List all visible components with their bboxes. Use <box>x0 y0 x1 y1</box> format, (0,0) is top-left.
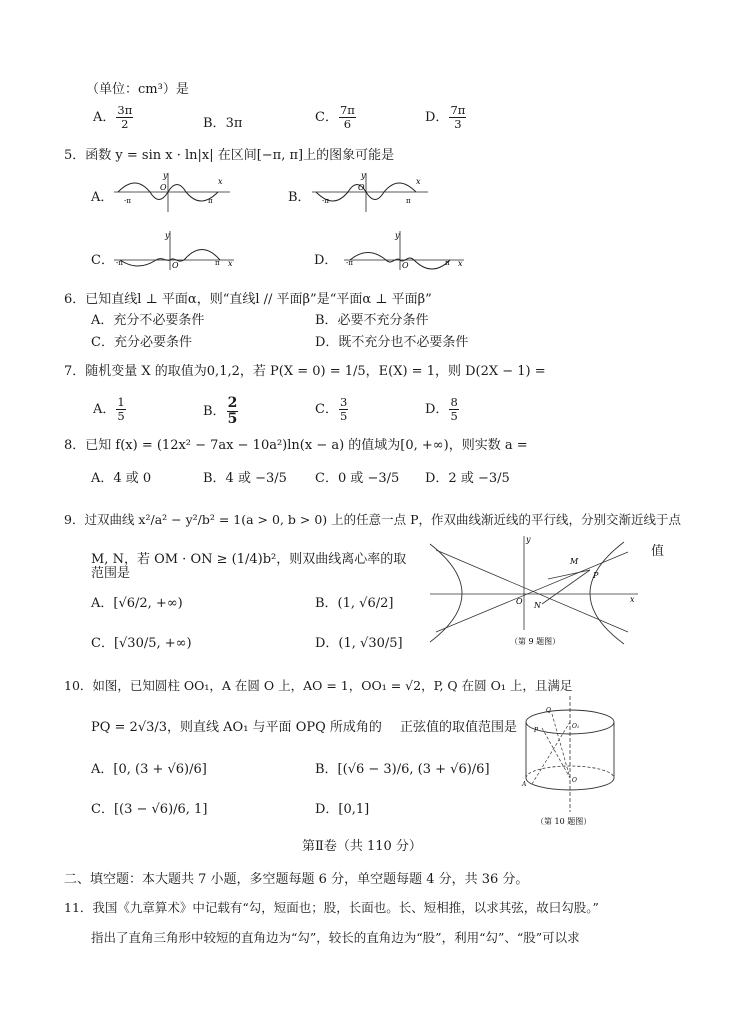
q9-stem-line2: M, N，若 OM · ON ≥ (1/4)b²，则双曲线离心率的取 <box>91 552 407 567</box>
svg-text:x: x <box>416 177 421 186</box>
q8-stem: 8．已知 f(x) = (12x² − 7ax − 10a²)ln(x − a) 的值域为[0, +∞)，则实数 a = <box>64 438 528 453</box>
svg-text:π: π <box>445 259 450 267</box>
y-axis-label: y <box>163 171 168 180</box>
q7-option-c: C． $\frac{3}{5}$ <box>315 395 348 423</box>
svg-text:y: y <box>361 171 366 180</box>
q9-option-a: A．[√6/2, +∞) <box>91 596 183 611</box>
q8-option-c: C．0 或 −3/5 <box>315 471 400 486</box>
q10-option-c: C．[(3 − √6)/6, 1] <box>91 802 208 817</box>
svg-text:Q: Q <box>546 707 551 714</box>
q8-option-b: B．4 或 −3/5 <box>203 471 287 486</box>
svg-text:N: N <box>534 601 541 610</box>
option-label: A． <box>93 110 116 125</box>
q5-graph-a-label: A． <box>91 190 114 205</box>
q8-option-d: D．2 或 −3/5 <box>425 471 510 486</box>
q5-stem: 5．函数 y = sin x · ln|x| 在区间[−π, π]上的图象可能是 <box>64 148 395 163</box>
svg-text:O: O <box>516 597 523 606</box>
q9-figure-caption: （第 9 题图） <box>510 637 561 646</box>
q7-option-b: B． $\frac{2}{5}$ <box>203 395 238 427</box>
q4-option-a <box>93 104 134 131</box>
svg-text:A: A <box>522 781 527 788</box>
q5-graph-b <box>308 170 432 214</box>
q9-option-b: B．(1, √6/2] <box>315 596 394 611</box>
svg-text:P: P <box>593 571 599 580</box>
q8-option-a: A．4 或 0 <box>91 471 152 486</box>
q6-stem: 6．已知直线l ⊥ 平面α，则“直线l // 平面β”是“平面α ⊥ 平面β” <box>64 292 432 307</box>
q9-option-d: D．(1, √30/5] <box>315 636 403 651</box>
q5-graph-b-label: B． <box>288 190 311 205</box>
svg-text:y: y <box>526 535 531 544</box>
q11-line2: 指出了直角三角形中较短的直角边为“勾”，较长的直角边为“股”，利用“勾”、“股”可以求 <box>91 930 580 945</box>
q5-graph-c-label: C． <box>91 253 114 268</box>
q4-unit-line: （单位：cm³）是 <box>86 82 189 97</box>
q10-stem-line2b: 正弦值的取值范围是 <box>400 720 518 735</box>
svg-text:-π: -π <box>116 259 123 267</box>
q11-line1: 11．我国《九章算术》中记载有“勾，短面也；股，长面也。长、短相推，以求其弦，故曰勾股。” <box>64 900 599 915</box>
svg-text:-π: -π <box>124 197 131 205</box>
section2-title: 第Ⅱ卷（共 110 分） <box>302 839 422 854</box>
q7-option-a: A． $\frac{1}{5}$ <box>93 395 125 423</box>
q6-option-c: C．充分必要条件 <box>91 335 192 350</box>
q10-stem-line2: PQ = 2√3/3，则直线 AO₁ 与平面 OPQ 所成角的 <box>91 720 382 735</box>
x-axis-label: x <box>218 177 223 186</box>
q10-option-a: A．[0, (3 + √6)/6] <box>91 762 207 777</box>
svg-text:π: π <box>406 197 411 205</box>
q7-stem: 7．随机变量 X 的取值为0,1,2，若 P(X = 0) = 1/5，E(X) = 1，则 D(2X − 1) = <box>64 364 546 379</box>
q5-graph-d-label: D． <box>314 253 338 268</box>
svg-text:π: π <box>215 259 220 267</box>
svg-text:y: y <box>165 231 170 240</box>
q10-stem-line1: 10．如图，已知圆柱 OO₁，A 在圆 O 上，AO = 1，OO₁ = √2，P, Q 在圆 O₁ 上，且满足 <box>64 678 573 693</box>
q10-figure-caption: （第 10 题图） <box>536 817 592 826</box>
q9-stem-tail: 值 <box>651 544 665 559</box>
q10-option-b: B．[(√6 − 3)/6, (3 + √6)/6] <box>315 762 490 777</box>
q6-option-a: A．充分不必要条件 <box>91 313 205 328</box>
svg-text:y: y <box>395 231 400 240</box>
q9-stem-line3: 范围是 <box>91 566 131 581</box>
svg-text:O₁: O₁ <box>572 723 580 730</box>
section2-instructions: 二、填空题：本大题共 7 小题，多空题每题 6 分，单空题每题 4 分，共 36 分。 <box>64 872 529 887</box>
svg-text:x: x <box>630 595 635 604</box>
q4-option-d: D． $\frac{7\pi}{3}$ <box>425 103 466 131</box>
q5-graph-a <box>110 170 234 214</box>
q4-option-b: B．3π <box>203 116 243 131</box>
svg-text:π: π <box>208 197 213 205</box>
svg-text:O: O <box>160 183 167 192</box>
fraction: $\frac{3\pi}{2}$ <box>117 103 133 131</box>
q5-graph-d <box>340 228 468 272</box>
q7-option-d: D． $\frac{8}{5}$ <box>425 395 458 423</box>
svg-text:x: x <box>228 259 233 268</box>
svg-text:-π: -π <box>322 197 329 205</box>
q9-stem-line1: 9．过双曲线 x²/a² − y²/b² = 1(a > 0, b > 0) 上的任意一点 P，作双曲线渐近线的平行线，分别交渐近线于点 <box>64 512 682 527</box>
q5-graph-c <box>110 228 238 272</box>
svg-text:M: M <box>570 557 579 566</box>
svg-text:x: x <box>458 259 463 268</box>
svg-text:P: P <box>534 727 539 734</box>
q9-hyperbola-figure <box>428 532 640 648</box>
q10-cylinder-figure <box>512 690 630 828</box>
q9-option-c: C．[√30/5, +∞) <box>91 636 192 651</box>
svg-text:O: O <box>358 183 365 192</box>
svg-text:O: O <box>572 777 577 784</box>
q6-option-b: B．必要不充分条件 <box>315 313 429 328</box>
svg-text:O: O <box>402 261 409 270</box>
svg-text:O: O <box>172 261 179 270</box>
q6-option-d: D．既不充分也不必要条件 <box>315 335 469 350</box>
q4-option-c: C． $\frac{7\pi}{6}$ <box>315 103 355 131</box>
svg-text:-π: -π <box>346 259 353 267</box>
q10-option-d: D．[0,1] <box>315 802 370 817</box>
